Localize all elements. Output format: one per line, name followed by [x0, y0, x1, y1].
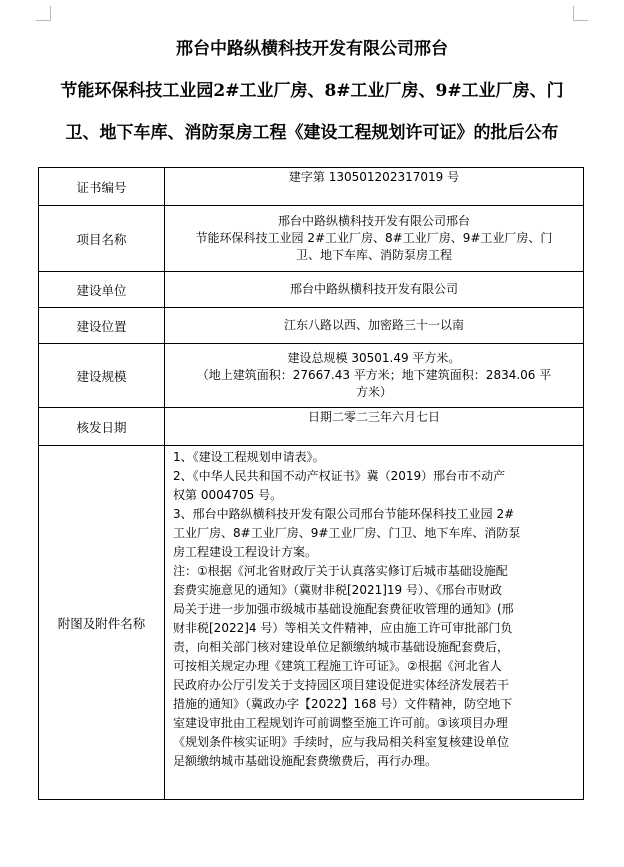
- attachment-line: 房工程建设工程设计方案。: [173, 545, 318, 559]
- scale-line-2: （地上建筑面积：27667.43 平方米；地下建筑面积：2834.06 平: [196, 368, 552, 382]
- table-row-project-name: [39, 206, 584, 272]
- page-corner-mark-right: [573, 6, 588, 21]
- location-label: 建设位置: [39, 308, 165, 344]
- attachment-line: 可按相关规定办理《建筑工程施工许可证》。②根据《河北省人: [173, 659, 502, 673]
- attachment-line: 措施的通知》（冀政办字【2022】168 号）文件精神，防空地下: [173, 697, 513, 711]
- attachment-line: 局关于进一步加强市级城市基础设施配套费征收管理的通知》(邢: [173, 602, 514, 616]
- attachment-line: 权第 0004705 号。: [173, 488, 283, 502]
- attachment-line: 2、《中华人民共和国不动产权证书》冀（2019）邢台市不动产: [173, 469, 506, 483]
- scale-value: [165, 344, 584, 408]
- attachment-line: 室建设审批由工程规划许可前调整至施工许可前。③该项目办理: [173, 716, 508, 730]
- attachment-line: 注：①根据《河北省财政厅关于认真落实修订后城市基础设施配: [173, 564, 508, 578]
- attachment-line: 财非税[2022]4 号）等相关文件精神，应由施工许可审批部门负: [173, 621, 513, 635]
- attachments-label: 附图及附件名称: [39, 446, 165, 800]
- attachment-line: 《规划条件核实证明》手续时，应与我局相关科室复核建设单位: [173, 735, 510, 749]
- attachment-line: 1、《建设工程规划申请表》。: [173, 450, 325, 464]
- project-name-value: [165, 206, 584, 272]
- permit-info-table: [38, 167, 584, 800]
- project-name-line-2: 节能环保科技工业园 2#工业厂房、8#工业厂房、9#工业厂房、门: [195, 231, 553, 245]
- project-name-line-1: 邢台中路纵横科技开发有限公司邢台: [277, 214, 470, 228]
- scale-label: 建设规模: [39, 344, 165, 408]
- attachment-line: 民政府办公厅引发关于支持园区项目建设促进实体经济发展若干: [173, 678, 510, 692]
- table-row-attachments: [39, 446, 584, 800]
- table-row-cert-no: [39, 168, 584, 206]
- attachments-value: [165, 446, 584, 800]
- attachment-line: 足额缴纳城市基础设施配套费缴费后，再行办理。: [173, 754, 438, 768]
- table-row-date: [39, 408, 584, 446]
- document-title-line-1: 邢台中路纵横科技开发有限公司邢台: [176, 39, 448, 59]
- project-name-label: 项目名称: [39, 206, 165, 272]
- table-row-unit: [39, 272, 584, 308]
- date-value: 日期二零二三年六月七日: [165, 408, 584, 446]
- attachment-line: 责，向相关部门核对建设单位足额缴纳城市基础设施配套费后，: [173, 640, 510, 654]
- attachment-line: 3、邢台中路纵横科技开发有限公司邢台节能环保科技工业园 2#: [173, 507, 515, 521]
- table-row-location: [39, 308, 584, 344]
- cert-no-value: 建字第 130501202317019 号: [165, 168, 584, 206]
- attachment-line: 套费实施意见的通知》（冀财非税[2021]19 号）、《邢台市财政: [173, 583, 502, 597]
- page-corner-mark-left: [36, 6, 51, 21]
- location-value: 江东八路以西、加密路三十一以南: [165, 308, 584, 344]
- cert-no-label: 证书编号: [39, 168, 165, 206]
- scale-line-1: 建设总规模 30501.49 平方米。: [287, 351, 461, 365]
- unit-value: 邢台中路纵横科技开发有限公司: [165, 272, 584, 308]
- attachment-line: 工业厂房、8#工业厂房、9#工业厂房、门卫、地下车库、消防泵: [173, 526, 521, 540]
- scale-line-3: 方米）: [355, 385, 392, 399]
- date-label: 核发日期: [39, 408, 165, 446]
- document-title-line-3: 卫、地下车库、消防泵房工程《建设工程规划许可证》的批后公布: [65, 123, 559, 143]
- project-name-line-3: 卫、地下车库、消防泵房工程: [295, 248, 452, 262]
- table-row-scale: [39, 344, 584, 408]
- document-title-line-2: 节能环保科技工业园2#工业厂房、8#工业厂房、9#工业厂房、门: [60, 81, 564, 101]
- unit-label: 建设单位: [39, 272, 165, 308]
